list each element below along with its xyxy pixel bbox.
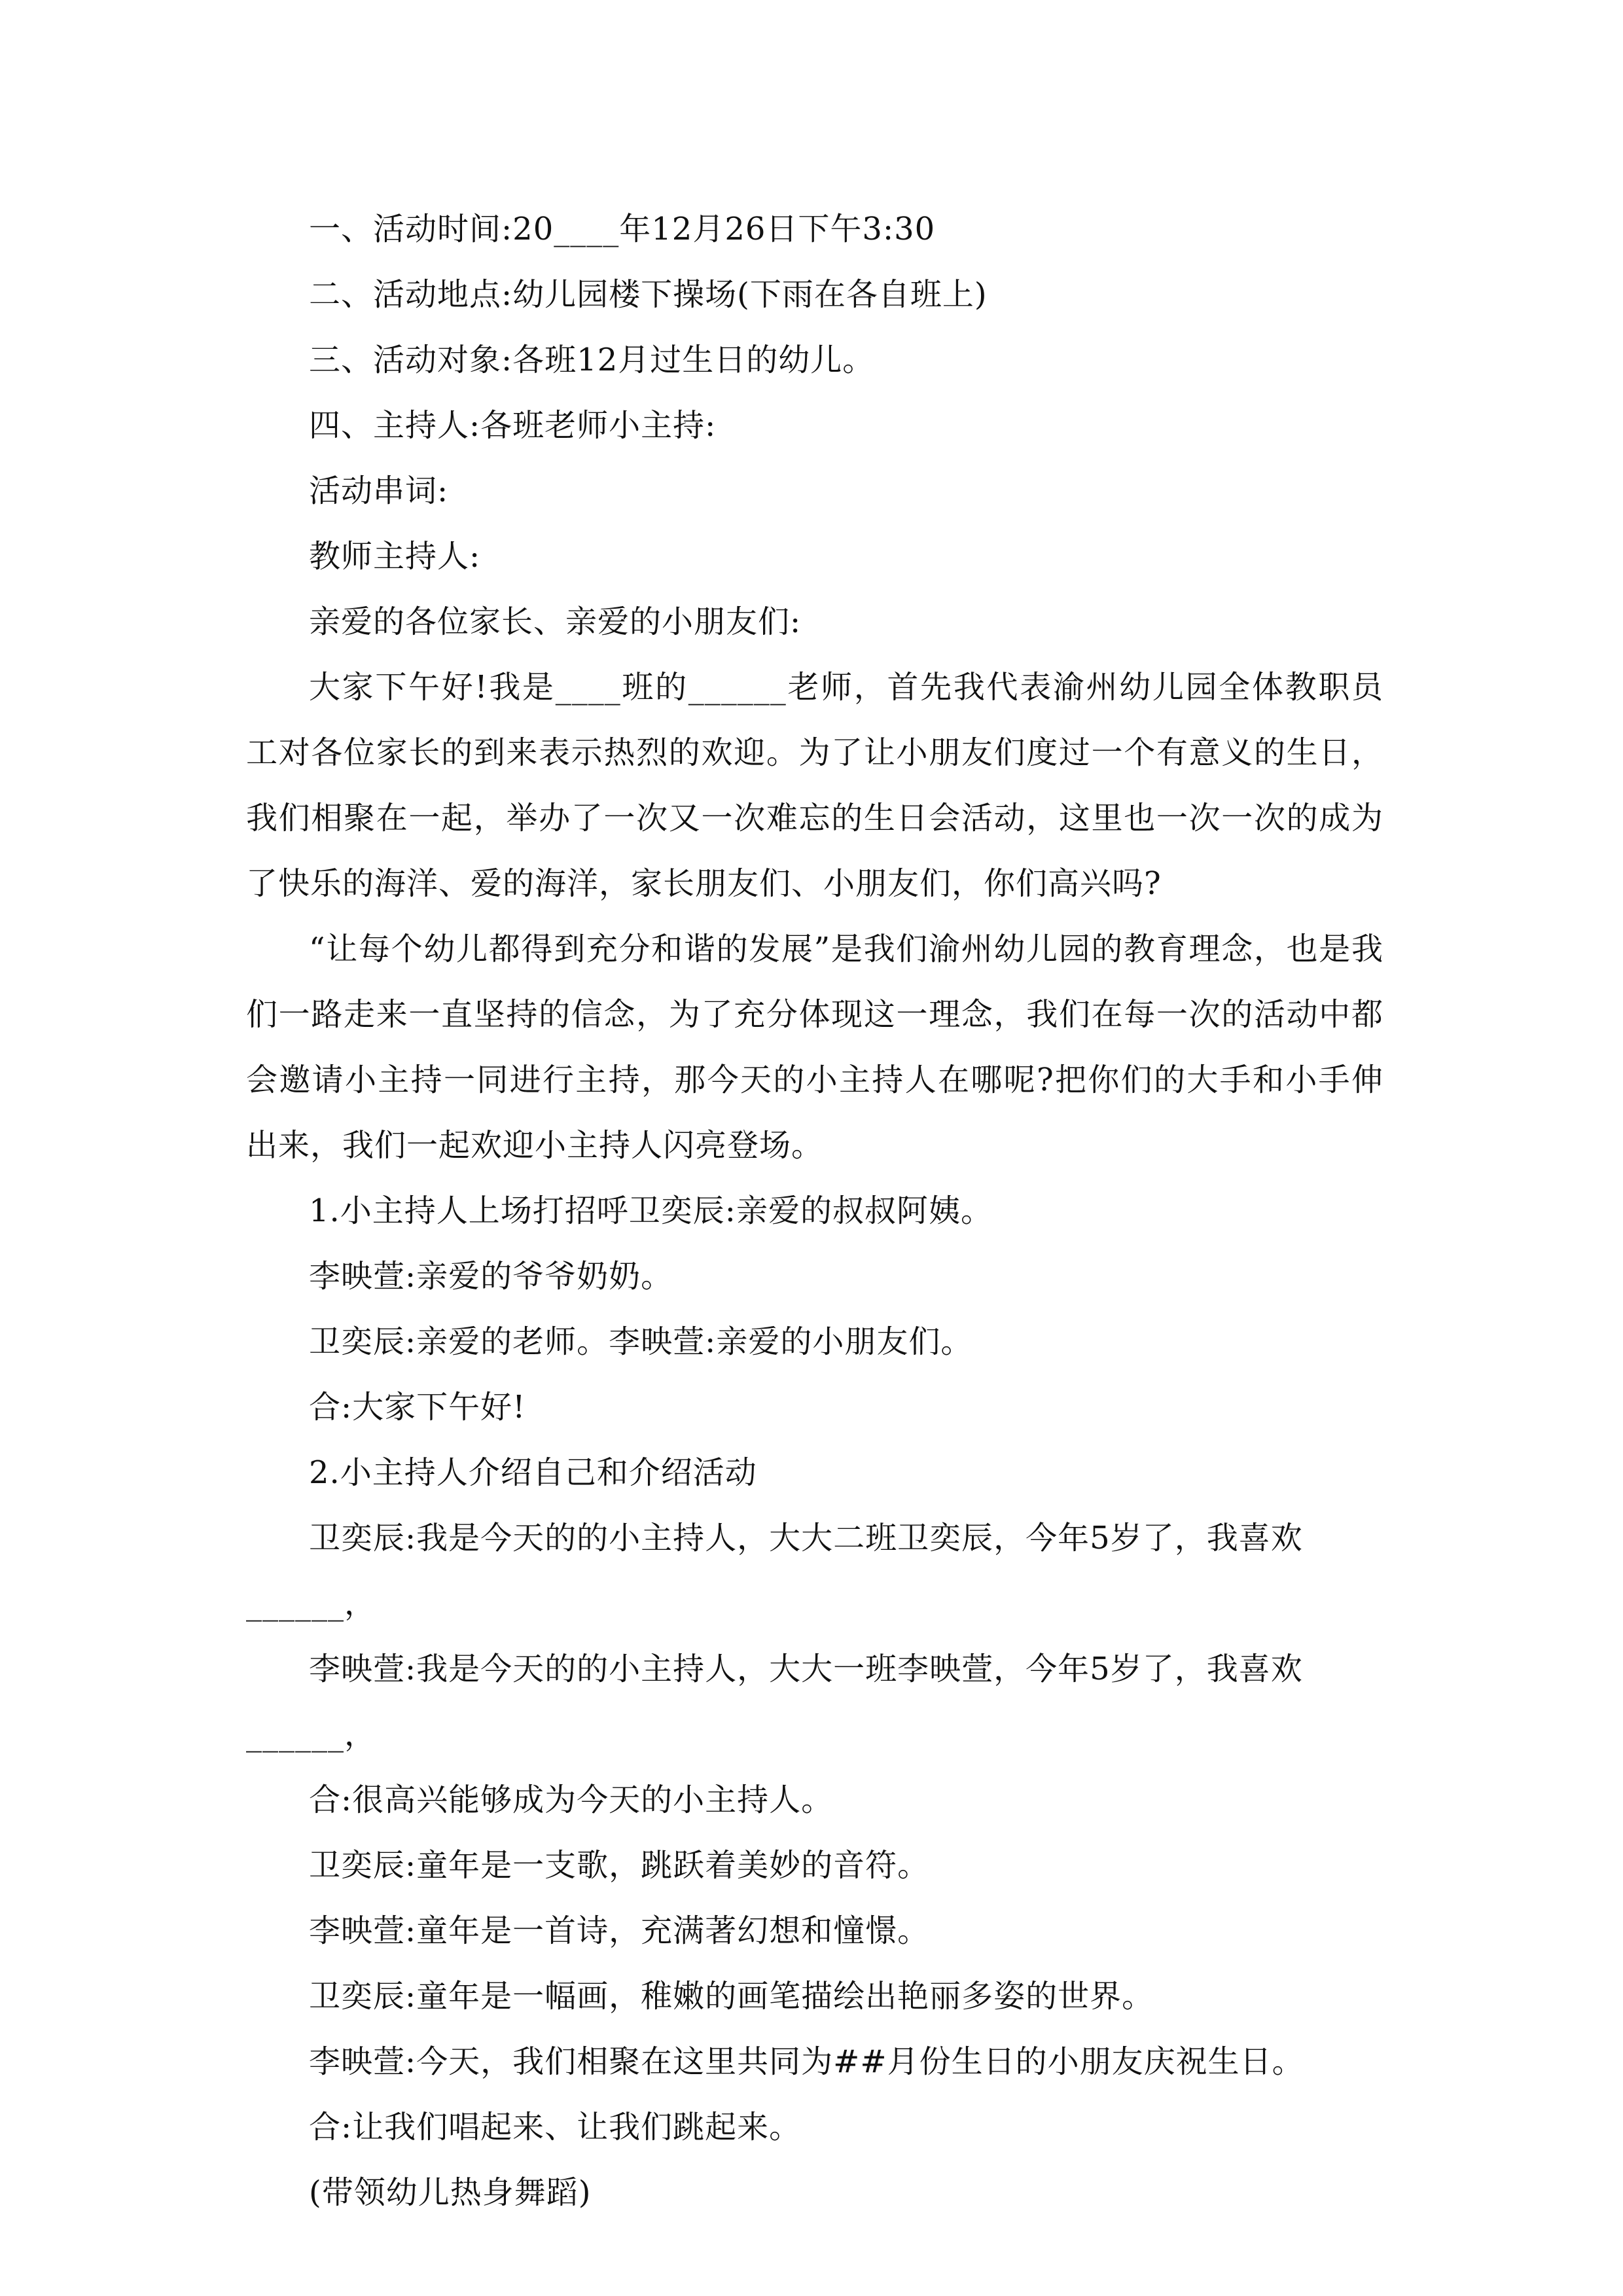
activity-location-line: 二、活动地点:幼儿园楼下操场(下雨在各自班上) xyxy=(309,276,988,313)
dialogue-line: 1.小主持人上场打招呼卫奕辰:亲爱的叔叔阿姨。 xyxy=(309,1193,993,1229)
dialogue-line: 李映萱:今天，我们相聚在这里共同为##月份生日的小朋友庆祝生日。 xyxy=(309,2043,1304,2080)
dialogue-line: 卫奕辰:童年是一幅画，稚嫩的画笔描绘出艳丽多姿的世界。 xyxy=(309,1978,1154,2015)
dialogue-line: 李映萱:童年是一首诗，充满著幻想和憧憬。 xyxy=(309,1912,930,1949)
dialogue-line: 卫奕辰:亲爱的老师。李映萱:亲爱的小朋友们。 xyxy=(309,1323,973,1360)
host-line: 四、主持人:各班老师小主持: xyxy=(309,407,717,444)
philosophy-paragraph: “让每个幼儿都得到充分和谐的发展”是我们渝州幼儿园的教育理念，也是我们一路走来一直坚持的信念，为了充分体现这一理念，我们在每一次的活动中都会邀请小主持一同进行主持，那今天的小主持人在哪呢?把你们的大手和小手伸出来，我们一起欢迎小主持人闪亮登场。 xyxy=(246,931,1383,1164)
dialogue-line: 合:让我们唱起来、让我们跳起来。 xyxy=(309,2109,802,2145)
dialogue-line: 2.小主持人介绍自己和介绍活动 xyxy=(309,1454,757,1491)
dialogue-line: 卫奕辰:童年是一支歌，跳跃着美妙的音符。 xyxy=(309,1847,930,1884)
greeting-line: 亲爱的各位家长、亲爱的小朋友们: xyxy=(309,603,802,640)
document-body xyxy=(246,196,1383,2225)
dialogue-line: 卫奕辰:我是今天的的小主持人，大大二班卫奕辰，今年5岁了，我喜欢______， xyxy=(246,1520,1303,1622)
dialogue-line: 李映萱:亲爱的爷爷奶奶。 xyxy=(309,1258,673,1295)
script-heading: 活动串词: xyxy=(309,473,449,509)
dialogue-line: 李映萱:我是今天的的小主持人，大大一班李映萱，今年5岁了，我喜欢______， xyxy=(246,1651,1303,1753)
stage-direction: (带领幼儿热身舞蹈) xyxy=(309,2174,592,2211)
activity-time-line: 一、活动时间:20____年12月26日下午3:30 xyxy=(309,211,936,247)
dialogue-line: 合:大家下午好! xyxy=(309,1389,526,1426)
dialogue-line: 合:很高兴能够成为今天的小主持人。 xyxy=(309,1782,834,1818)
opening-paragraph: 大家下午好!我是____班的______老师，首先我代表渝州幼儿园全体教职员工对各位家长的到来表示热烈的欢迎。为了让小朋友们度过一个有意义的生日，我们相聚在一起，举办了一次又一次难忘的生日会活动，这里也一次一次的成为了快乐的海洋、爱的海洋，家长朋友们、小朋友们，你们高兴吗? xyxy=(246,669,1383,902)
teacher-host-heading: 教师主持人: xyxy=(309,538,481,575)
activity-target-line: 三、活动对象:各班12月过生日的幼儿。 xyxy=(309,342,875,378)
